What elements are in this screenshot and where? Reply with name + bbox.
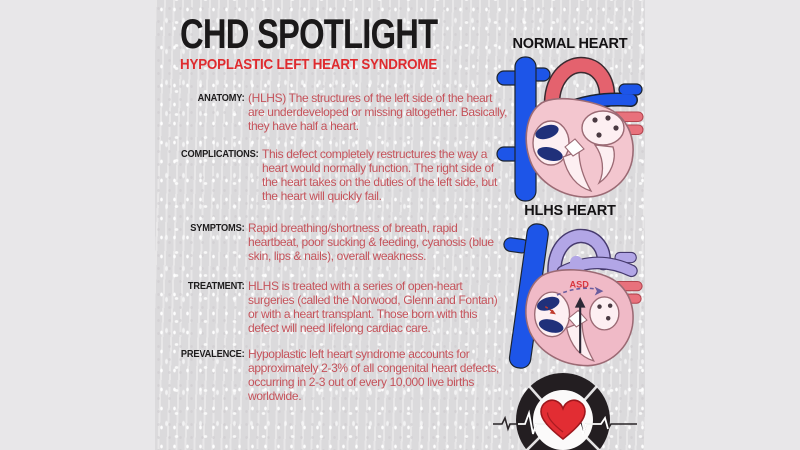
section-complications: [170, 147, 510, 203]
normal-heart-label: NORMAL HEART: [512, 36, 628, 52]
section-text: This defect completely restructures the way a heart would normally function. The right side of the heart takes on the duties of the left side, but the heart will quickly fail.: [262, 147, 497, 203]
section-text: HLHS is treated with a series of open-heart surgeries (called the Norwood, Glenn and Fontan) or with a heart transplant. Those born with this defect will need lifelong cardiac care.: [248, 279, 498, 335]
section-text: (HLHS) The structures of the left side of the heart are underdeveloped or missing altogether. Basically, they have half a heart.: [248, 91, 508, 133]
section-label: COMPLICATIONS:: [181, 148, 259, 160]
section-label: PREVALENCE:: [180, 348, 245, 360]
section-treatment: [170, 279, 510, 335]
asd-annotation-label: ASD: [569, 279, 589, 290]
infographic-poster: [155, 0, 645, 450]
section-prevalence: [170, 347, 510, 403]
hlhs-heart-illustration: [495, 221, 645, 371]
page-subtitle: HYPOPLASTIC LEFT HEART SYNDROME: [180, 56, 438, 73]
heart-ekg-logo: [491, 368, 641, 450]
section-symptoms: [170, 221, 510, 263]
section-text: Rapid breathing/shortness of breath, rapid heartbeat, poor sucking & feeding, cyanosis (blue skin, lips & nails), overall weakness.: [248, 221, 494, 263]
logo-emblem: [491, 368, 641, 450]
normal-heart-diagram: [495, 55, 645, 203]
section-label: ANATOMY:: [197, 92, 245, 104]
section-anatomy: [170, 91, 510, 133]
section-text: Hypoplastic left heart syndrome accounts for approximately 2-3% of all congenital heart defects, occurring in 2-3 out of every 10,000 live births worldwide.: [248, 347, 499, 403]
page-title: CHD SPOTLIGHT: [180, 10, 438, 57]
section-label: TREATMENT:: [187, 280, 245, 292]
section-label: SYMPTOMS:: [190, 222, 245, 234]
info-sections: [170, 91, 510, 417]
normal-heart-illustration: [495, 55, 645, 203]
hlhs-heart-diagram: [495, 221, 645, 371]
hlhs-heart-label: HLHS HEART: [524, 203, 616, 219]
